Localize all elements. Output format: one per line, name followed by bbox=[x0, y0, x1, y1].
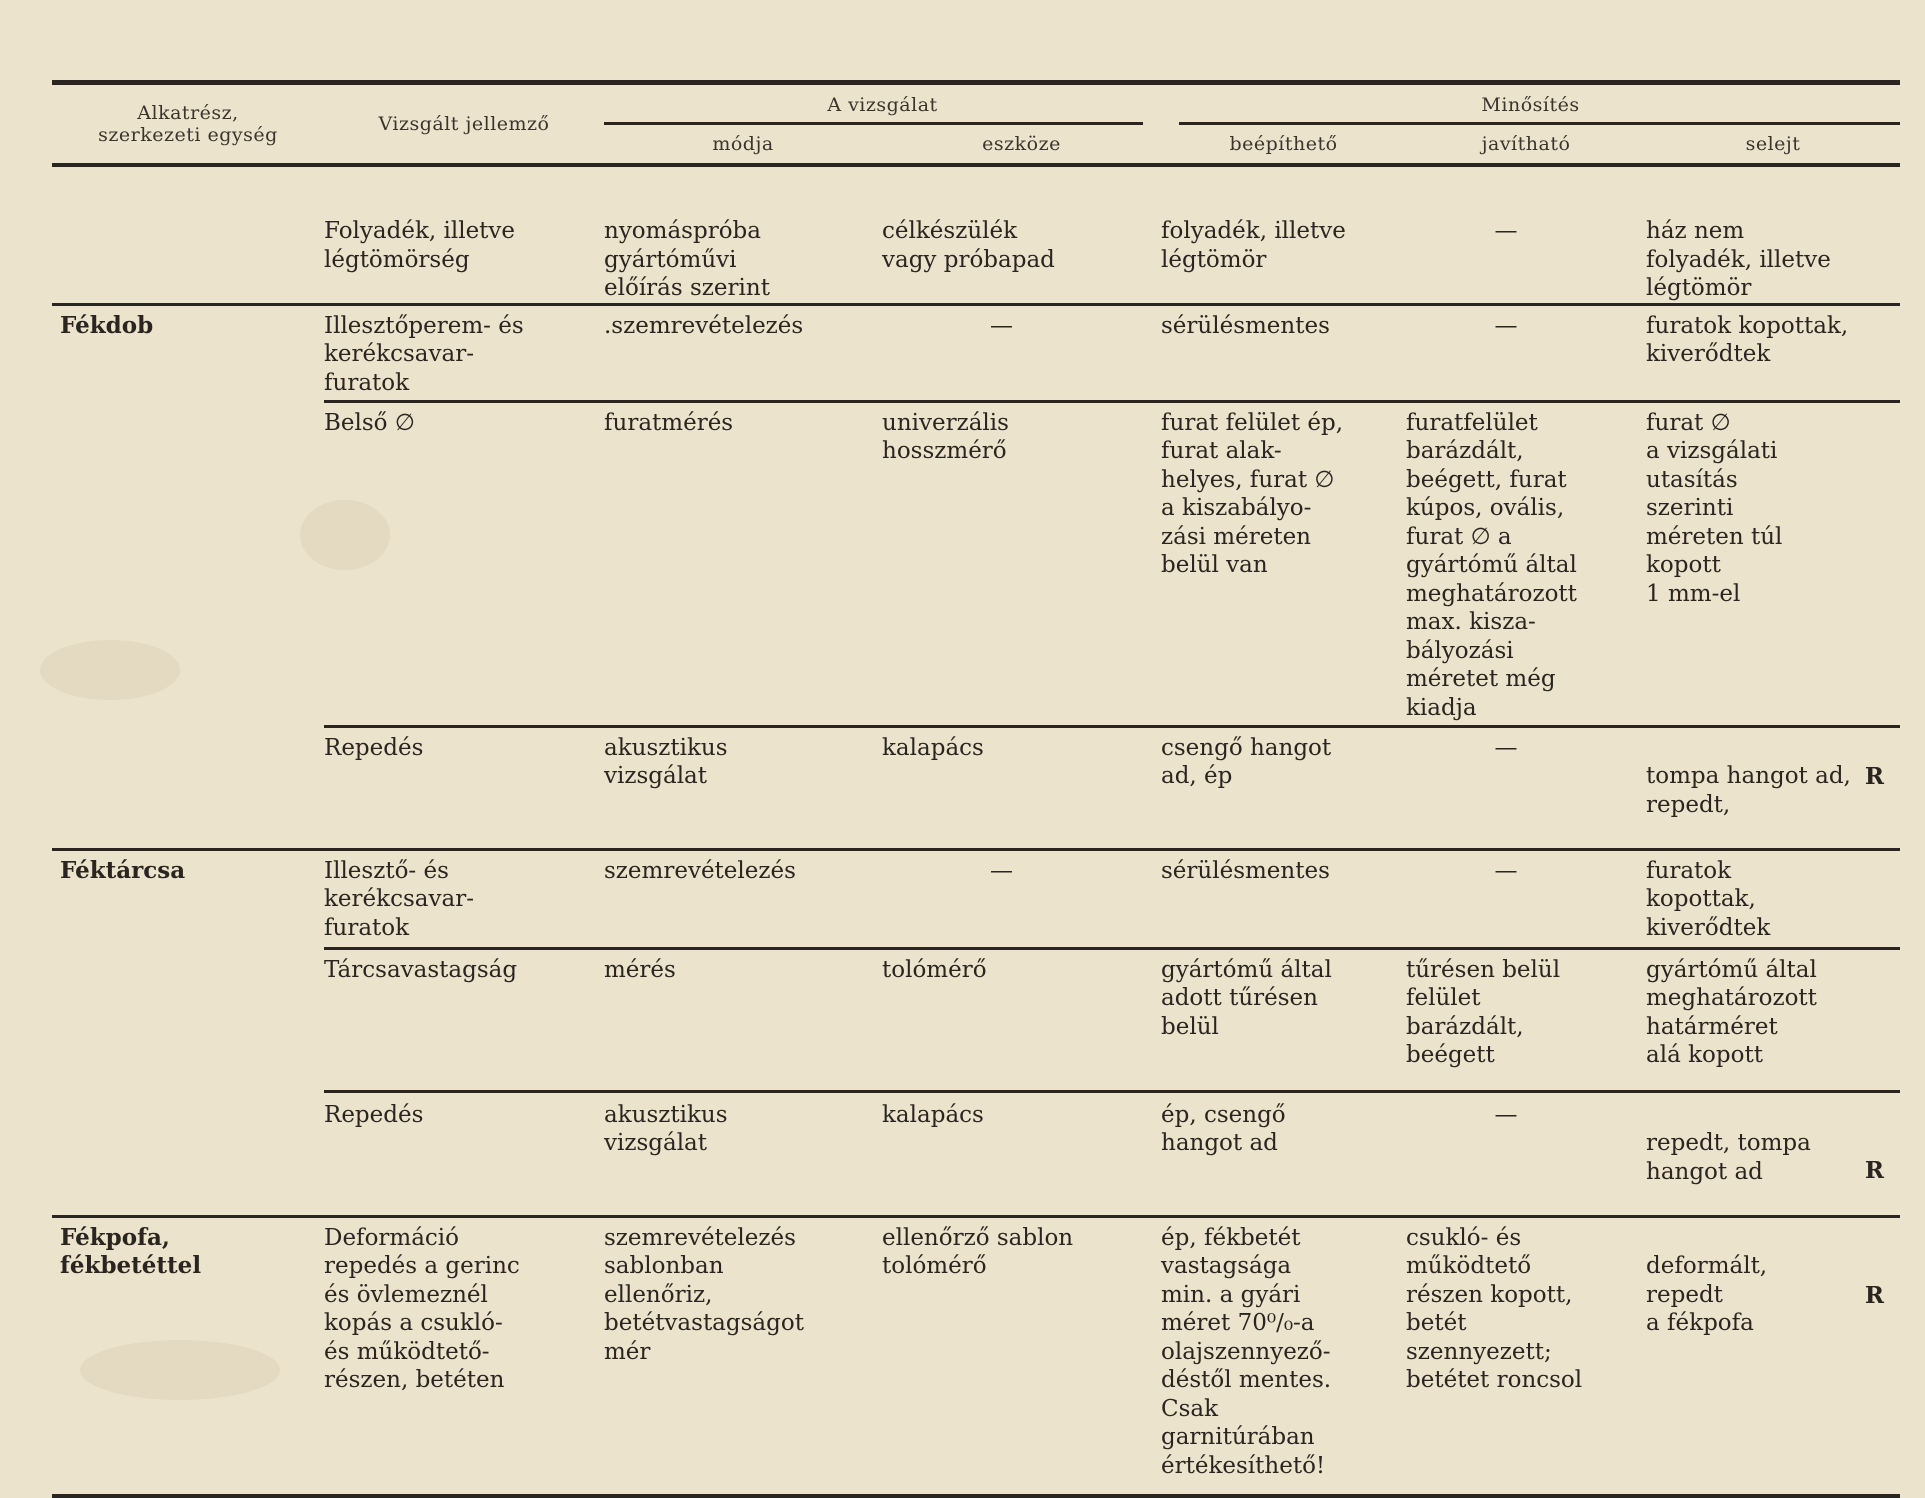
cell-repair: — bbox=[1406, 849, 1646, 948]
cell-method: mérés bbox=[604, 948, 882, 1091]
header-characteristic: Vizsgált jellemző bbox=[324, 83, 604, 166]
cell-scrap-text: tompa hangot ad, repedt, bbox=[1646, 763, 1851, 818]
cell-scrap: furatok kopottak, kiverődtek bbox=[1646, 304, 1900, 401]
cell-repair: — bbox=[1406, 304, 1646, 401]
header-tool: eszköze bbox=[882, 125, 1161, 165]
cell-characteristic: Folyadék, illetve légtömörség bbox=[324, 218, 516, 273]
reject-mark: R bbox=[1864, 1281, 1885, 1309]
header-scrap: selejt bbox=[1646, 125, 1900, 165]
cell-method: akusztikus vizsgálat bbox=[604, 726, 882, 849]
cell-ok: csengő hangot ad, ép bbox=[1161, 726, 1406, 849]
cell-tool: kalapács bbox=[882, 1091, 1161, 1216]
cell-scrap bbox=[1646, 1216, 1900, 1496]
inspection-table-page bbox=[52, 80, 1900, 1479]
cell-tool: univerzális hosszmérő bbox=[882, 401, 1161, 726]
inspection-table bbox=[52, 80, 1900, 1498]
cell-characteristic: Illesztő- és kerékcsavar- furatok bbox=[324, 849, 604, 948]
cell-part bbox=[52, 165, 324, 304]
table-row bbox=[52, 726, 1900, 849]
cell-ok: furat felület ép, furat alak- helyes, furat ∅ a kiszabályo- zási méreten belül van bbox=[1161, 401, 1406, 726]
cell-repair: — bbox=[1406, 726, 1646, 849]
cell-repair: tűrésen belül felület barázdált, beégett bbox=[1406, 948, 1646, 1091]
cell-part: Féktárcsa bbox=[52, 849, 324, 948]
cell-scrap: gyártómű által meghatározott határméret alá kopott bbox=[1646, 948, 1900, 1091]
cell-tool: célkészülék vagy próbapad bbox=[882, 218, 1055, 273]
cell-characteristic: Belső ∅ bbox=[324, 401, 604, 726]
cell-part: Fékdob bbox=[52, 304, 324, 401]
cell-tool: ellenőrző sablon tolómérő bbox=[882, 1216, 1161, 1496]
cell-method: szemrevételezés sablonban ellenőriz, betétvastagságot mér bbox=[604, 1216, 882, 1496]
cell-scrap: furat ∅ a vizsgálati utasítás szerinti méreten túl kopott 1 mm-el bbox=[1646, 401, 1900, 726]
cell-characteristic: Repedés bbox=[324, 1091, 604, 1216]
header-method: módja bbox=[604, 125, 882, 165]
cell-ok: gyártómű által adott tűrésen belül bbox=[1161, 948, 1406, 1091]
header-ok: beépíthető bbox=[1161, 125, 1406, 165]
cell-ok: ép, csengő hangot ad bbox=[1161, 1091, 1406, 1216]
cell-repair: — bbox=[1494, 218, 1518, 244]
cell-scrap-text: deformált, repedt a fékpofa bbox=[1646, 1253, 1768, 1336]
cell-ok: folyadék, illetve légtömör bbox=[1161, 218, 1346, 273]
header-rating-group bbox=[1161, 83, 1900, 126]
table-row bbox=[52, 1091, 1900, 1216]
cell-tool: — bbox=[882, 849, 1161, 948]
cell-scrap: ház nem folyadék, illetve légtömör bbox=[1646, 218, 1831, 301]
cell-method: .szemrevételezés bbox=[604, 304, 882, 401]
cell-repair: — bbox=[1406, 1091, 1646, 1216]
reject-mark: R bbox=[1864, 1156, 1885, 1184]
cell-tool: tolómérő bbox=[882, 948, 1161, 1091]
table-row bbox=[52, 165, 1900, 304]
cell-ok: sérülésmentes bbox=[1161, 304, 1406, 401]
cell-part bbox=[52, 1091, 324, 1216]
cell-repair: furatfelület barázdált, beégett, furat kúpos, ovális, furat ∅ a gyártómű által meghatározott max. kisza- bályozási méretet még kiadja bbox=[1406, 401, 1646, 726]
header-repair: javítható bbox=[1406, 125, 1646, 165]
cell-method: nyomáspróba gyártóművi előírás szerint bbox=[604, 218, 770, 301]
cell-characteristic: Illesztőperem- és kerékcsavar- furatok bbox=[324, 304, 604, 401]
table-row bbox=[52, 849, 1900, 948]
cell-part: Fékpofa, fékbetéttel bbox=[52, 1216, 324, 1496]
cell-characteristic: Deformáció repedés a gerinc és övlemeznél kopás a csukló- és működtető- részen, betéten bbox=[324, 1216, 604, 1496]
table-row bbox=[52, 304, 1900, 401]
header-part: Alkatrész, szerkezeti egység bbox=[52, 83, 324, 166]
cell-tool: kalapács bbox=[882, 726, 1161, 849]
cell-ok: sérülésmentes bbox=[1161, 849, 1406, 948]
cell-scrap bbox=[1646, 726, 1900, 849]
cell-scrap bbox=[1646, 1091, 1900, 1216]
table-row bbox=[52, 1216, 1900, 1496]
cell-method: szemrevételezés bbox=[604, 849, 882, 948]
cell-ok: ép, fékbetét vastagsága min. a gyári méret 70⁰/₀-a olajszennyező- déstől mentes. Csak garnitúrában értékesíthető! bbox=[1161, 1216, 1406, 1496]
cell-part bbox=[52, 948, 324, 1091]
cell-part bbox=[52, 401, 324, 726]
reject-mark: R bbox=[1864, 762, 1885, 790]
cell-part bbox=[52, 726, 324, 849]
header-exam-group bbox=[604, 83, 1161, 126]
cell-tool: — bbox=[882, 304, 1161, 401]
table-row bbox=[52, 401, 1900, 726]
table-row bbox=[52, 948, 1900, 1091]
cell-method: furatmérés bbox=[604, 401, 882, 726]
header-exam-group-label: A vizsgálat bbox=[827, 94, 938, 116]
header-rating-group-label: Minősítés bbox=[1481, 94, 1580, 116]
cell-repair: csukló- és működtető részen kopott, betét szennyezett; betétet roncsol bbox=[1406, 1216, 1646, 1496]
cell-scrap: furatok kopottak, kiverődtek bbox=[1646, 849, 1900, 948]
cell-characteristic: Tárcsavastagság bbox=[324, 948, 604, 1091]
cell-scrap-text: repedt, tompa hangot ad bbox=[1646, 1130, 1811, 1185]
cell-characteristic: Repedés bbox=[324, 726, 604, 849]
cell-method: akusztikus vizsgálat bbox=[604, 1091, 882, 1216]
